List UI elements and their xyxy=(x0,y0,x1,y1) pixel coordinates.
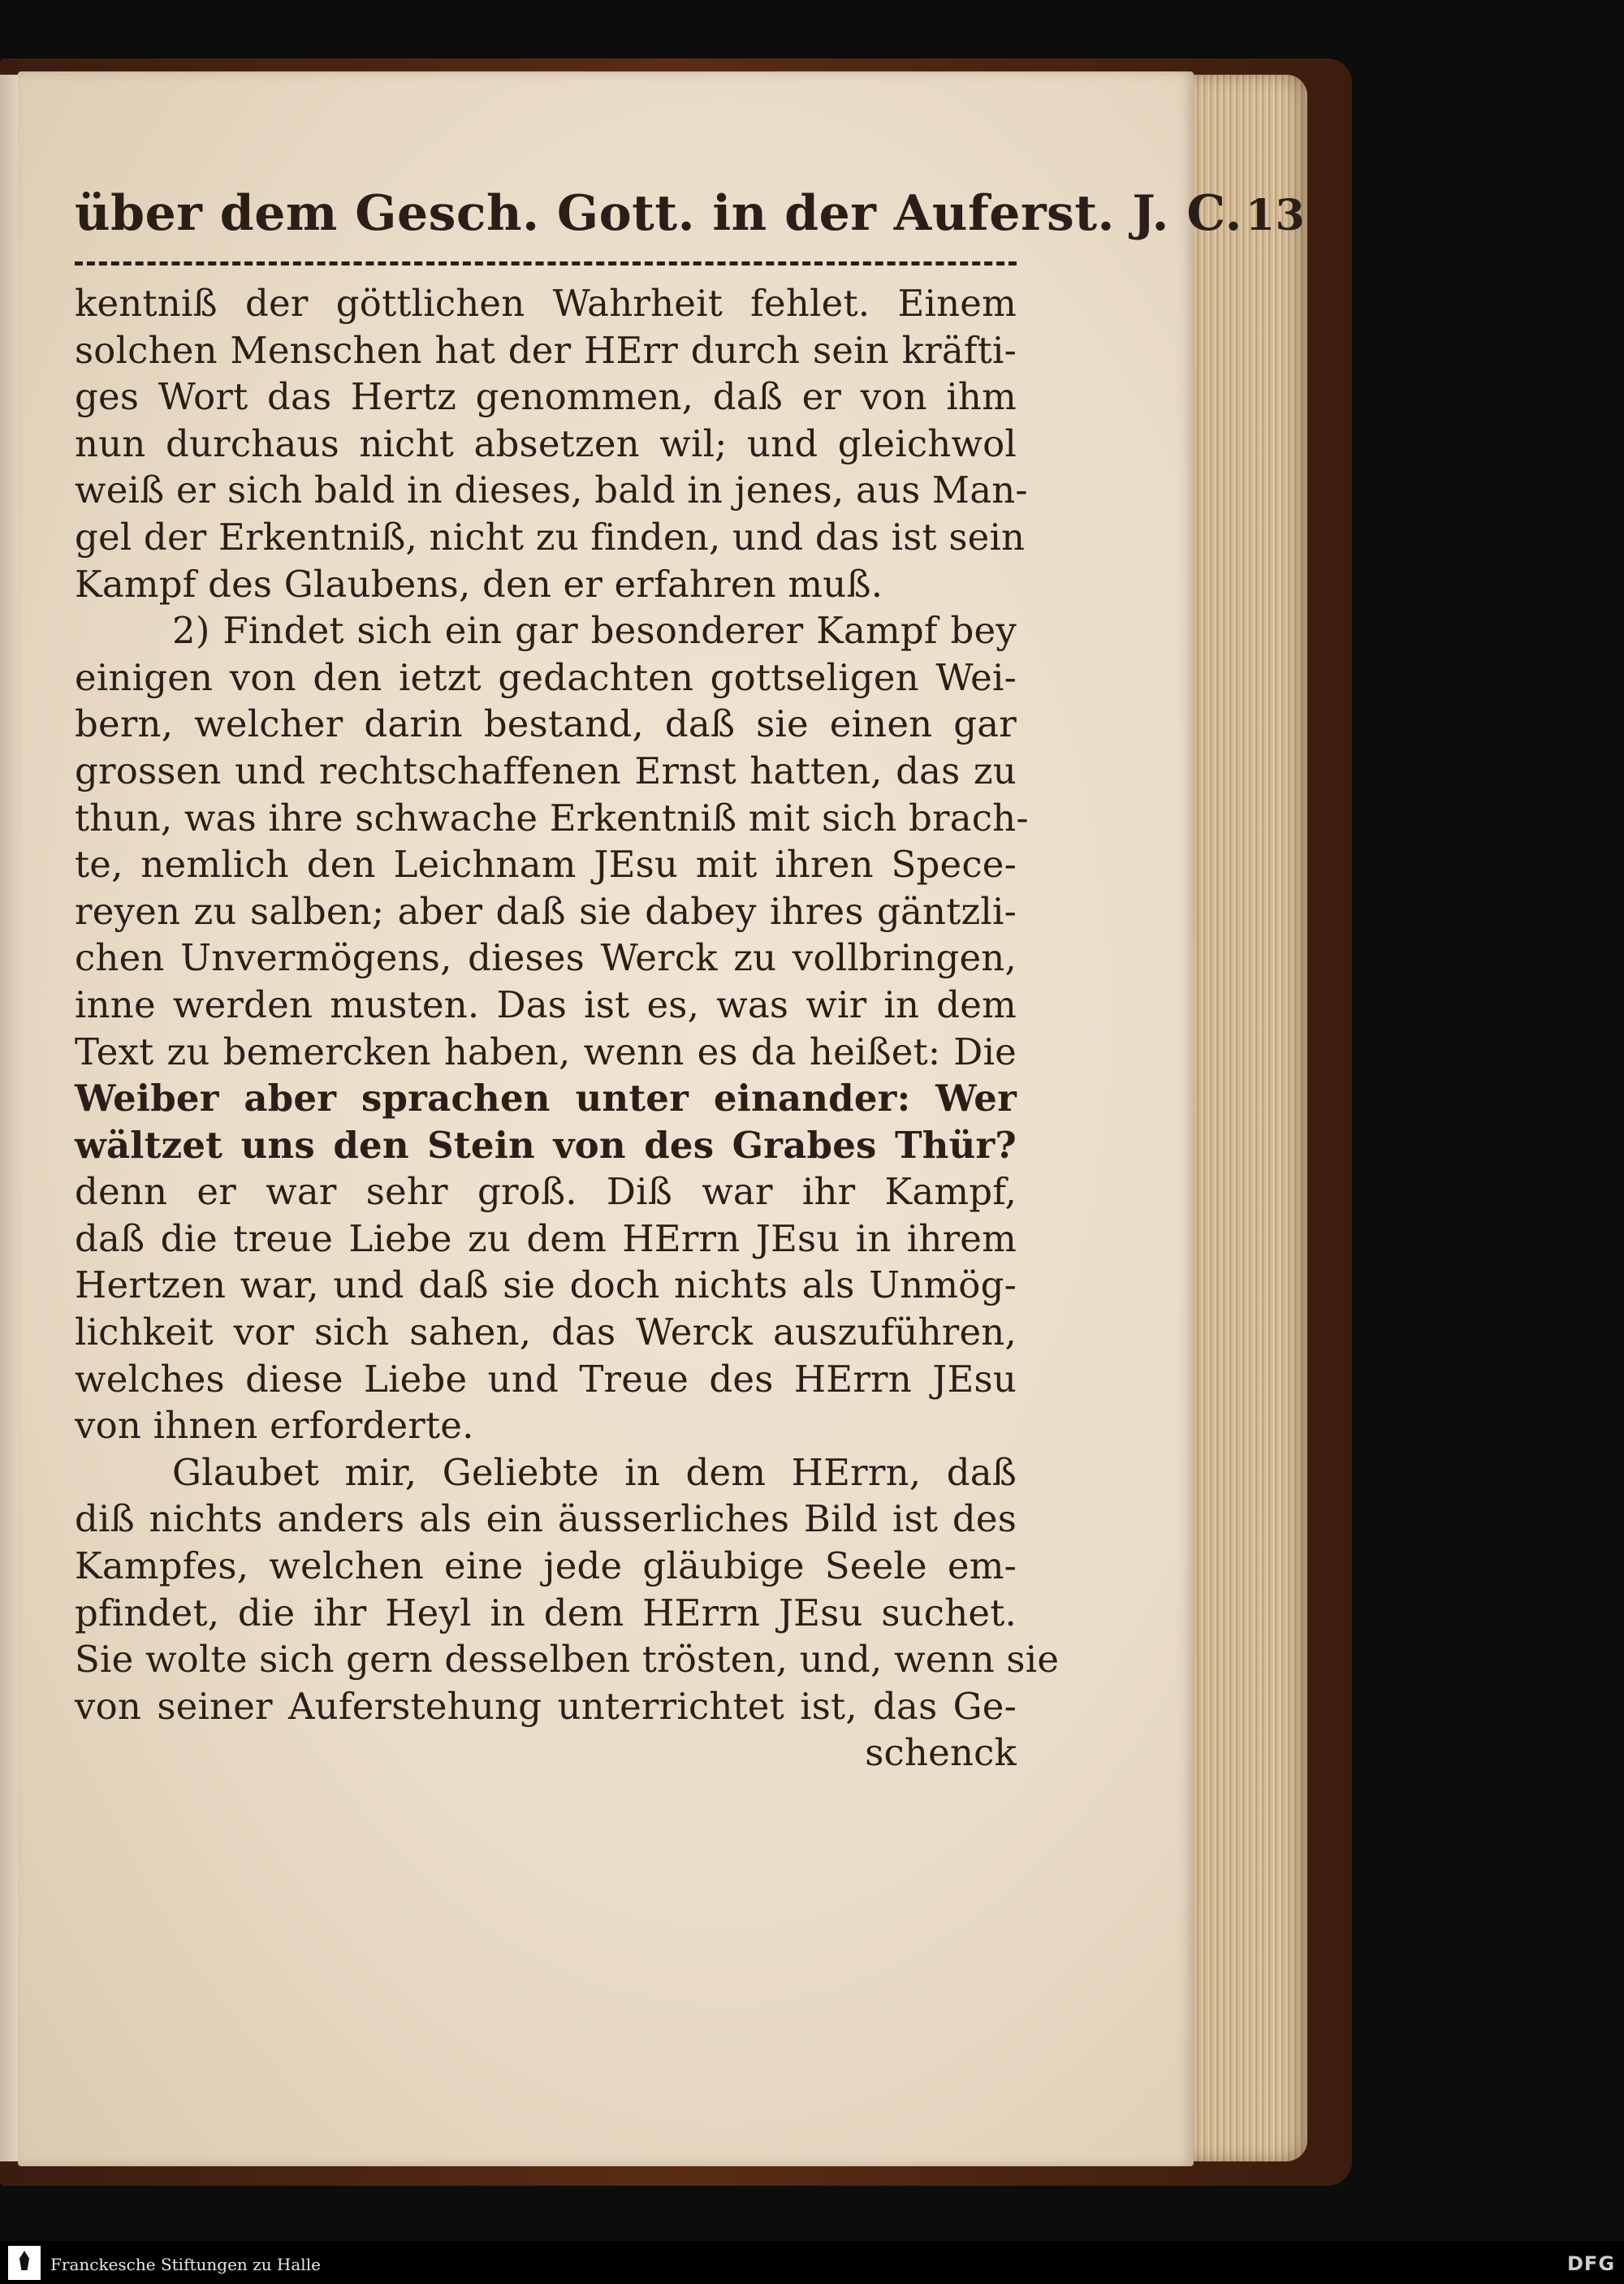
text-line: grossen und rechtschaffenen Ernst hatten, das zu xyxy=(75,749,1017,792)
text-line: gel der Erkentniß, nicht zu finden, und das ist sein xyxy=(75,515,1026,559)
text-line: welches diese Liebe und Treue des HErrn JEsu xyxy=(75,1357,1017,1401)
text-line: reyen zu salben; aber daß sie dabey ihres gäntzli- xyxy=(75,889,1017,933)
text-line-emphasis: Weiber aber sprachen unter einander: Wer xyxy=(75,1077,1017,1120)
header-rule xyxy=(75,261,1017,266)
text-line: von ihnen erforderte. xyxy=(75,1404,474,1448)
text-line: von seiner Auferstehung unterrichtet ist, das Ge- xyxy=(75,1684,1017,1728)
dfg-badge: DFG xyxy=(1567,2252,1616,2275)
text-line: Kampfes, welchen eine jede gläubige Seele em- xyxy=(75,1544,1017,1588)
text-line: Glaubet mir, Geliebte in dem HErrn, daß xyxy=(172,1450,1017,1494)
running-title: über dem Gesch. Gott. in der Auferst. J. C. xyxy=(75,185,1242,242)
text-line: 2) Findet sich ein gar besonderer Kampf bey xyxy=(172,609,1017,653)
text-line: denn er war sehr groß. Diß war ihr Kampf, xyxy=(75,1170,1017,1214)
catchword: schenck xyxy=(865,1731,1017,1775)
text-line: Text zu bemercken haben, wenn es da heißet: Die xyxy=(75,1030,1017,1073)
page-body xyxy=(75,280,1060,1777)
institution-label: Franckesche Stiftungen zu Halle xyxy=(50,2255,321,2274)
text-line: te, nemlich den Leichnam JEsu mit ihren Spece- xyxy=(75,843,1017,887)
text-line: einigen von den ietzt gedachten gottseligen Wei- xyxy=(75,655,1017,699)
text-line: Hertzen war, und daß sie doch nichts als Unmög- xyxy=(75,1263,1017,1307)
text-line: bern, welcher darin bestand, daß sie einen gar xyxy=(75,702,1017,746)
text-line: daß die treue Liebe zu dem HErrn JEsu in ihrem xyxy=(75,1216,1017,1260)
text-line: weiß er sich bald in dieses, bald in jenes, aus Man- xyxy=(75,468,1028,512)
text-line: diß nichts anders als ein äusserliches Bild ist des xyxy=(75,1497,1017,1541)
text-line-emphasis: wältzet uns den Stein von des Grabes Thür? xyxy=(75,1123,1017,1167)
page-number: 13 xyxy=(1245,191,1306,240)
text-line: Kampf des Glaubens, den er erfahren muß. xyxy=(75,562,883,606)
text-line: nun durchaus nicht absetzen wil; und gleichwol xyxy=(75,421,1017,465)
text-line: chen Unvermögens, dieses Werck zu vollbringen, xyxy=(75,936,1017,980)
text-line: solchen Menschen hat der HErr durch sein kräfti- xyxy=(75,328,1017,372)
text-line: pfindet, die ihr Heyl in dem HErrn JEsu suchet. xyxy=(75,1591,1017,1634)
text-line: kentniß der göttlichen Wahrheit fehlet. Einem xyxy=(75,282,1017,325)
text-line: lichkeit vor sich sahen, das Werck auszuführen, xyxy=(75,1310,1017,1354)
text-line: Sie wolte sich gern desselben trösten, und, wenn sie xyxy=(75,1638,1060,1682)
text-line: inne werden musten. Das ist es, was wir in dem xyxy=(75,982,1017,1026)
page-fore-edge xyxy=(1194,75,1307,2161)
institution-logo-icon xyxy=(8,2246,41,2280)
running-header xyxy=(75,185,1306,242)
text-line: ges Wort das Hertz genommen, daß er von ihm xyxy=(75,375,1017,419)
text-line: thun, was ihre schwache Erkentniß mit sich brach- xyxy=(75,796,1029,840)
